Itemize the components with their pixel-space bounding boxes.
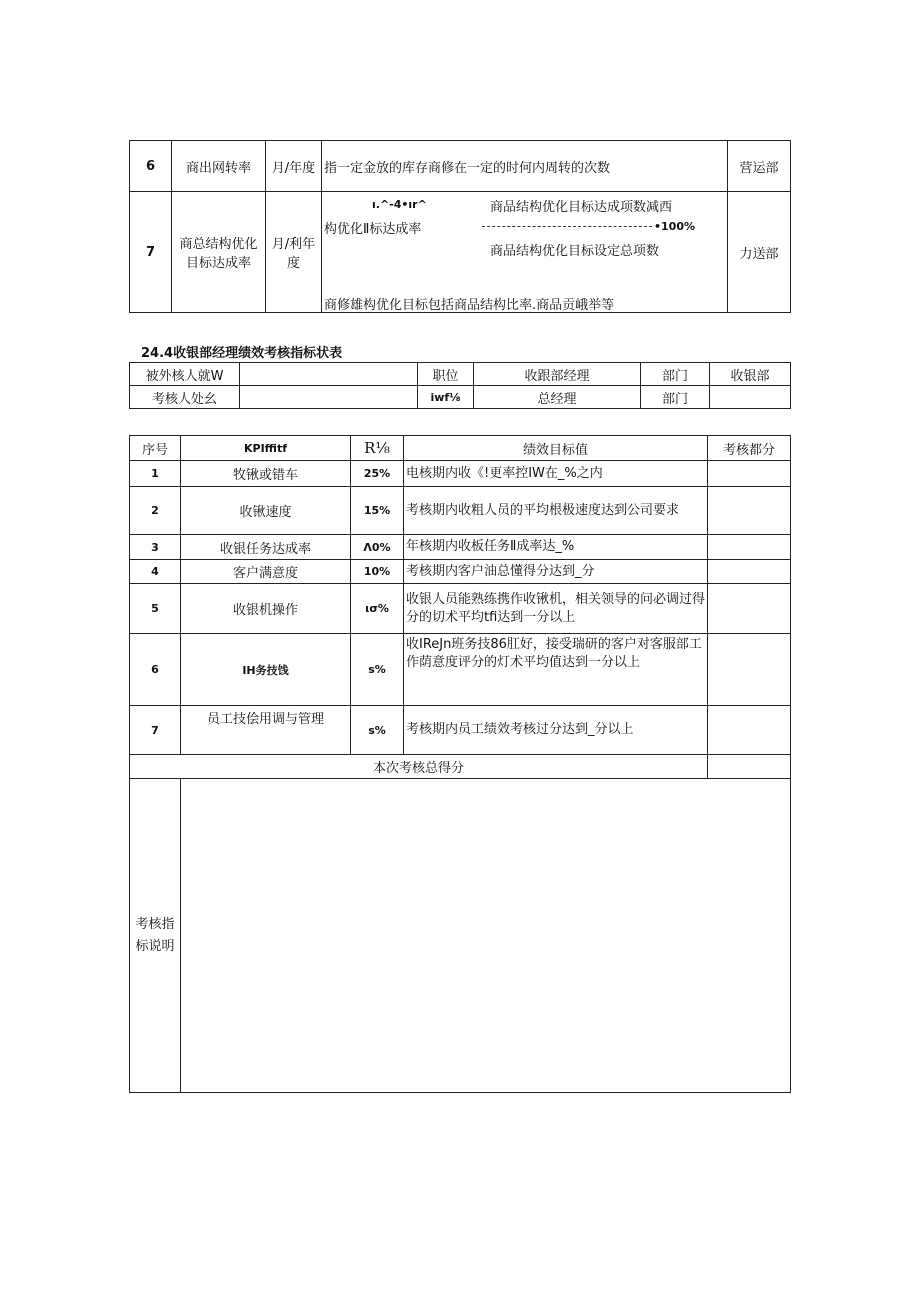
- table-row: [130, 634, 791, 706]
- row7-number: 7: [130, 192, 172, 313]
- kpi-name: 客户满意度: [181, 560, 351, 584]
- examiner-label: 考核人处幺: [130, 386, 240, 409]
- header-kpi: KPIffitf: [181, 436, 351, 461]
- table-row: [130, 461, 791, 487]
- examiner-department-label: 部门: [641, 386, 710, 409]
- kpi-weight: s%: [351, 634, 404, 706]
- formula-note: 商修雄构优化目标包括商品结构比率.商品贡峨举等: [324, 298, 615, 313]
- formula-left-label: 构优化Ⅱ标达成率: [324, 222, 422, 237]
- row-number: 7: [130, 706, 181, 755]
- formula-percent: •100%: [654, 220, 696, 233]
- kpi-weight: s%: [351, 706, 404, 755]
- kpi-name: 收银任务达成率: [181, 535, 351, 560]
- header-target: 绩效目标值: [404, 436, 708, 461]
- row7-department: 力送部: [728, 192, 791, 313]
- header-score: 考核都分: [708, 436, 791, 461]
- kpi-weight: 10%: [351, 560, 404, 584]
- kpi-target: 收IReJn班务技86肛好，接受瑞研的客户对客服部工作荫意度评分的灯术平均值达到一分以上: [404, 634, 708, 706]
- kpi-weight: Λ0%: [351, 535, 404, 560]
- section-title: 24.4收银部经理绩效考核指标状表: [141, 346, 343, 361]
- row-number: 1: [130, 461, 181, 487]
- row-number: 6: [130, 634, 181, 706]
- table-row: [130, 535, 791, 560]
- cashier-kpi-table: [129, 435, 791, 1093]
- notes-area[interactable]: [181, 779, 791, 1093]
- position-value: 收跟部经理: [474, 363, 641, 386]
- table-row: [130, 560, 791, 584]
- kpi-target: 年核期内收板任务Ⅱ成率达_%: [404, 535, 708, 560]
- examinee-label: 被外核人就W: [130, 363, 240, 386]
- examinee-info-table: [129, 362, 791, 409]
- table-row: [130, 706, 791, 755]
- kpi-weight: 15%: [351, 487, 404, 535]
- kpi-name: IH务技饯: [181, 634, 351, 706]
- department-label: 部门: [641, 363, 710, 386]
- kpi-score[interactable]: [708, 535, 791, 560]
- kpi-target: 考核期内收粗人员的平均根极速度达到公司要求: [404, 487, 708, 535]
- header-weight: R⅛: [351, 436, 404, 461]
- table-row: [130, 584, 791, 634]
- formula-block: [322, 192, 727, 313]
- kpi-name: 员工技侩用调与管理: [181, 706, 351, 755]
- examiner-value[interactable]: [240, 386, 418, 409]
- kpi-target: 收银人员能熟练携作收锹机，相关领导的问必调过得分的切术平均tfi达到一分以上: [404, 584, 708, 634]
- kpi-score[interactable]: [708, 461, 791, 487]
- row7-kpi-name: 商总结构优化目标达成率: [172, 192, 266, 313]
- operations-kpi-table: [129, 140, 791, 313]
- row6-number: 6: [130, 141, 172, 192]
- kpi-name: 牧锹或错车: [181, 461, 351, 487]
- kpi-score[interactable]: [708, 706, 791, 755]
- kpi-score[interactable]: [708, 634, 791, 706]
- kpi-target: 电核期内收《!更率控IW在_%之内: [404, 461, 708, 487]
- kpi-target: 考核期内员工绩效考核过分达到_分以上: [404, 706, 708, 755]
- total-score-value[interactable]: [708, 755, 791, 779]
- total-score-label: 本次考核总得分: [130, 755, 708, 779]
- row-number: 2: [130, 487, 181, 535]
- department-value: 收银部: [710, 363, 791, 386]
- examiner-department-value[interactable]: [710, 386, 791, 409]
- kpi-score[interactable]: [708, 487, 791, 535]
- kpi-weight: ισ%: [351, 584, 404, 634]
- formula-top-text: ı.^-4•ır^: [372, 198, 427, 211]
- row7-formula-cell: [322, 192, 728, 313]
- formula-numerator: 商品结构优化目标达成项数减西: [490, 200, 673, 215]
- notes-label: 考核指标说明: [130, 779, 181, 1093]
- examiner-position-label: iwf⅛: [418, 386, 474, 409]
- formula-denominator: 商品结构优化目标设定总项数: [490, 244, 660, 259]
- kpi-score[interactable]: [708, 584, 791, 634]
- examinee-value[interactable]: [240, 363, 418, 386]
- row7-period: 月/利年度: [266, 192, 322, 313]
- kpi-target: 考核期内客户油总懂得分达到_分: [404, 560, 708, 584]
- kpi-weight: 25%: [351, 461, 404, 487]
- kpi-name: 收银机操作: [181, 584, 351, 634]
- row-number: 4: [130, 560, 181, 584]
- kpi-name: 收锹速度: [181, 487, 351, 535]
- row6-period: 月/年度: [266, 141, 322, 192]
- row-number: 3: [130, 535, 181, 560]
- formula-fraction-line: [482, 226, 652, 227]
- row-number: 5: [130, 584, 181, 634]
- table-row: [130, 487, 791, 535]
- row6-kpi-name: 商出网转率: [172, 141, 266, 192]
- row6-description: 指一定金放的库存商修在一定的时何内周转的次数: [322, 141, 728, 192]
- position-label: 职位: [418, 363, 474, 386]
- kpi-score[interactable]: [708, 560, 791, 584]
- row6-department: 营运部: [728, 141, 791, 192]
- header-number: 序号: [130, 436, 181, 461]
- examiner-position-value: 总经理: [474, 386, 641, 409]
